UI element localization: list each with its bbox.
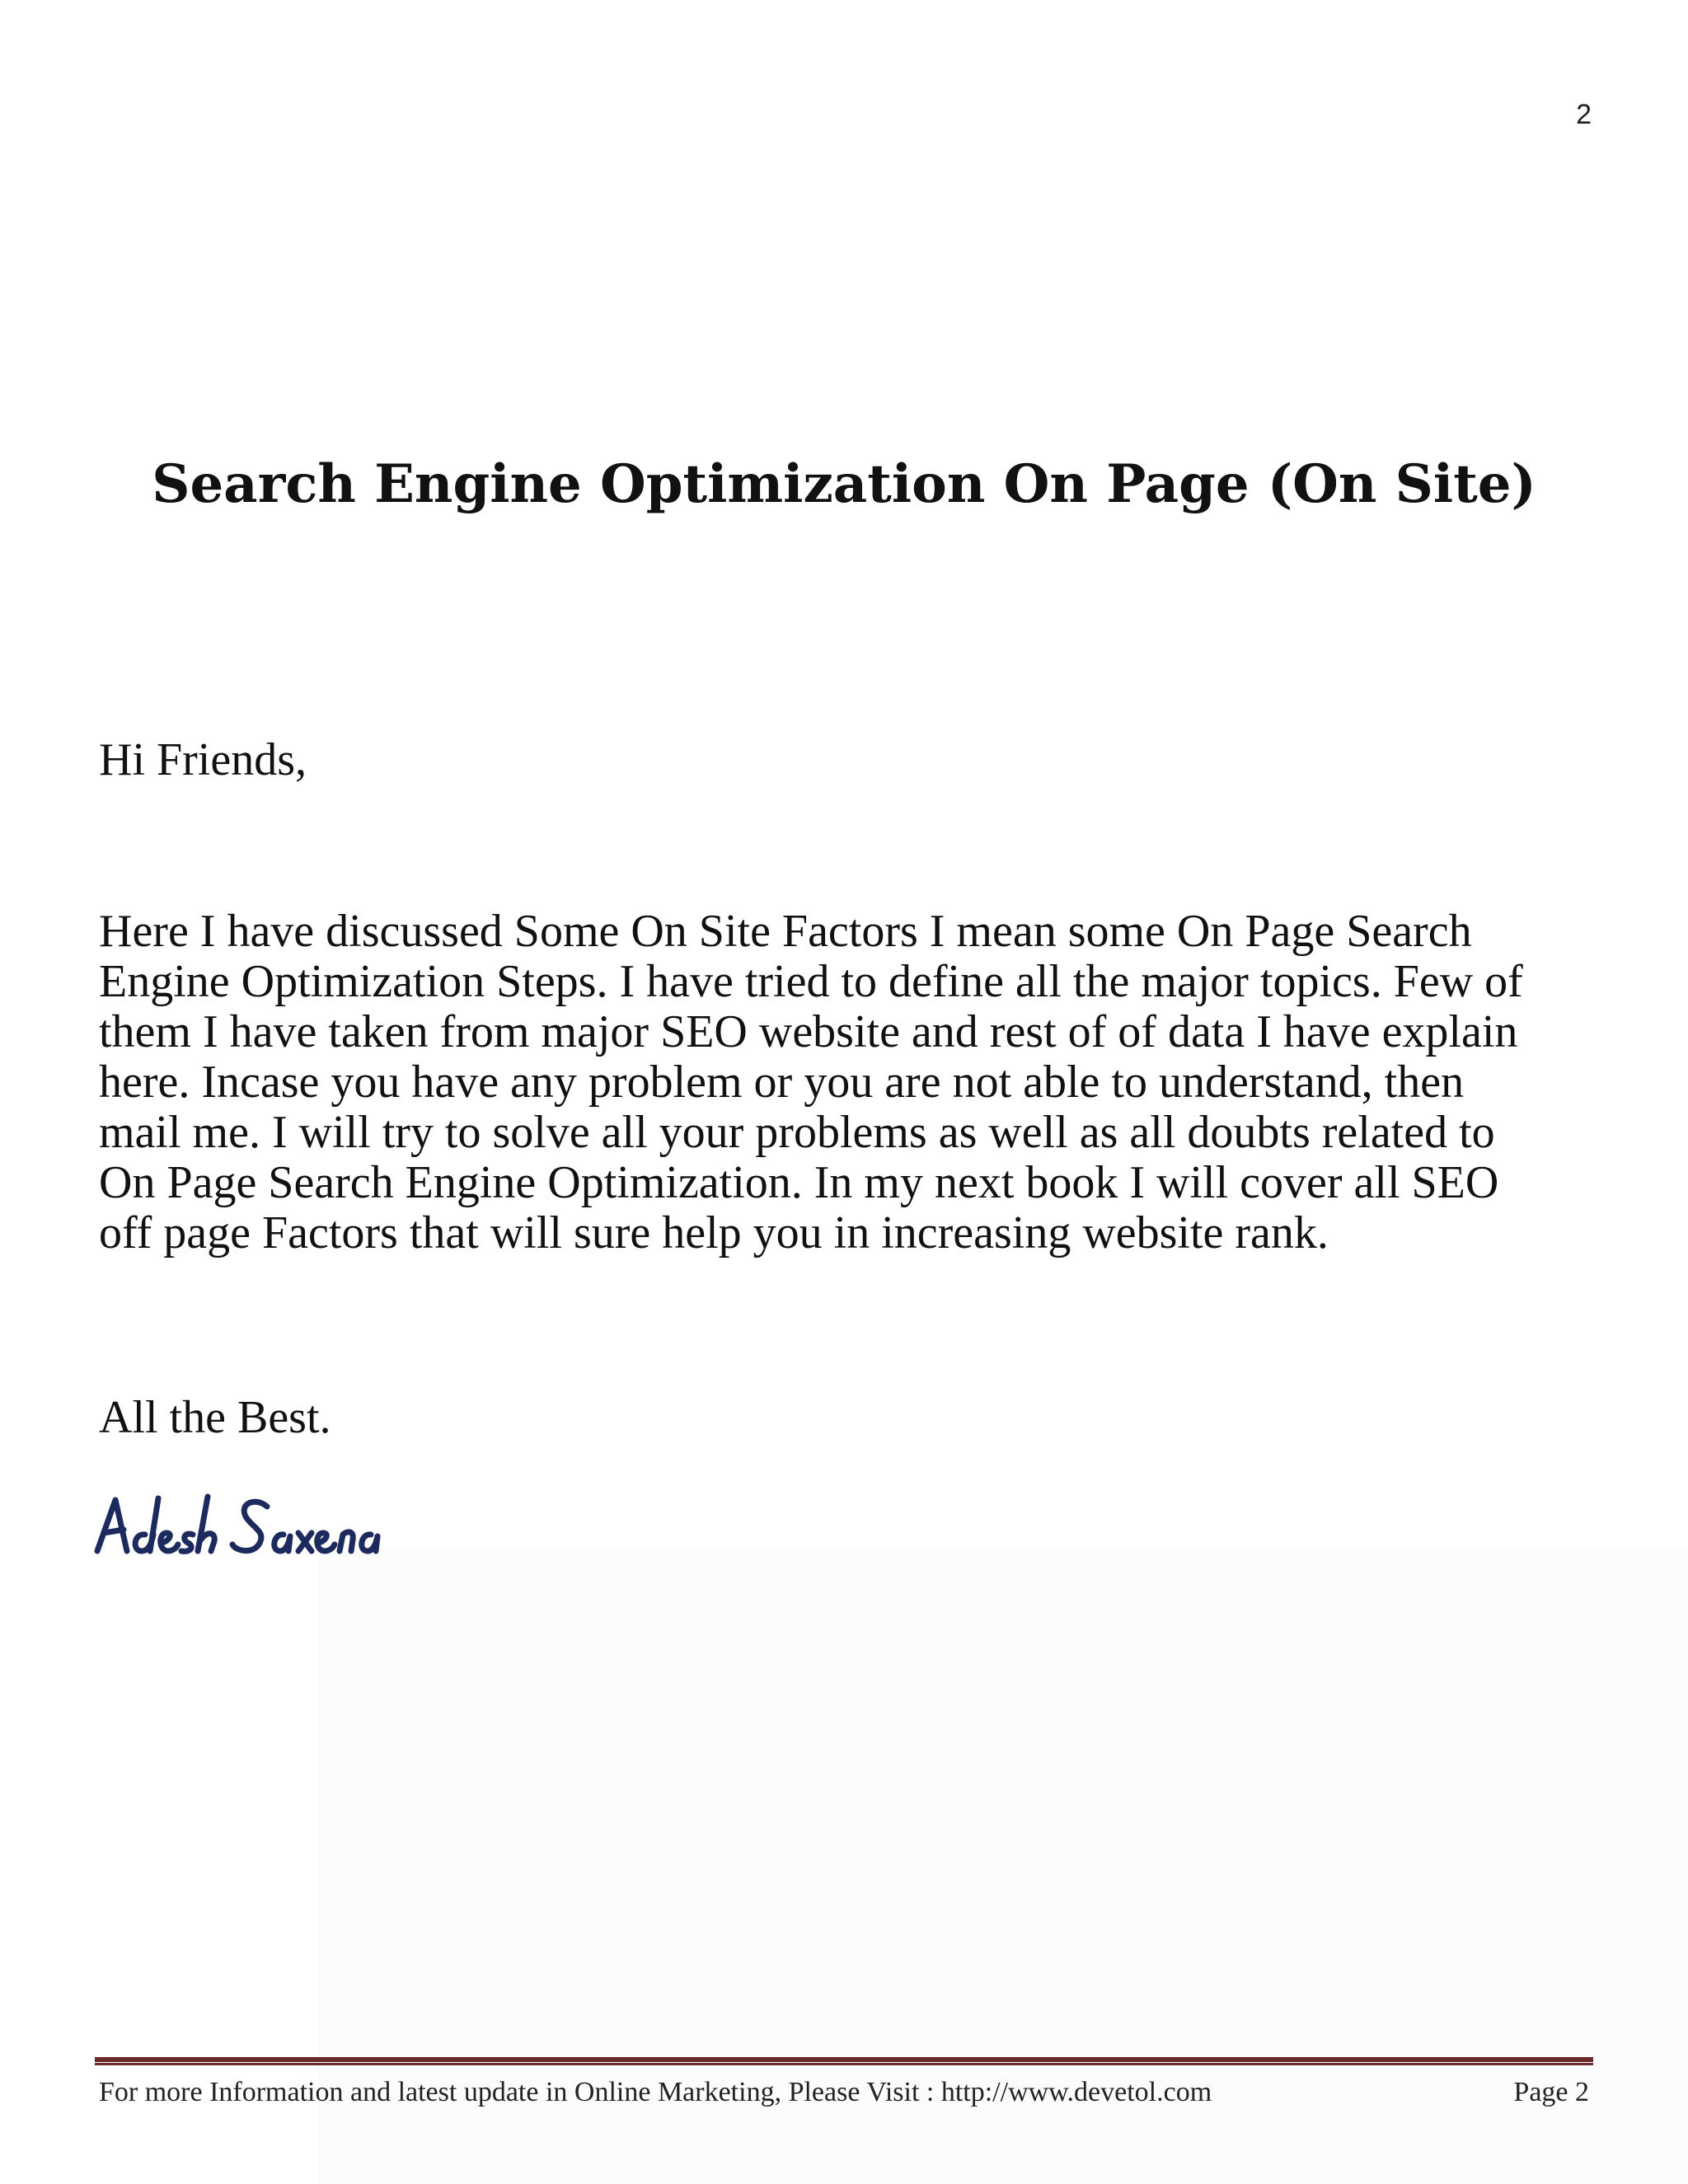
footer-divider xyxy=(95,2057,1593,2065)
handwritten-signature xyxy=(91,1475,387,1566)
header-page-number: 2 xyxy=(1576,99,1592,130)
closing-line: All the Best. xyxy=(99,1392,331,1443)
body-paragraph: Here I have discussed Some On Site Factors I mean some On Page Search Engine Optimization Steps. I have tried to define all the major topics. Few of them I have taken from major SEO website and rest of of data I have explain here. Incase you have any problem or you are not able to understand, then mail me. I will try to solve all your problems as well as all doubts related to On Page Search Engine Optimization. In my next book I will cover all SEO off page Factors that will sure help you in increasing website rank. xyxy=(99,906,1523,1258)
greeting: Hi Friends, xyxy=(99,734,307,785)
footer-page-label: Page 2 xyxy=(1513,2077,1589,2107)
footer-info-text: For more Information and latest update in Online Marketing, Please Visit : http://www.devetol.com xyxy=(99,2077,1212,2107)
page-title: Search Engine Optimization On Page (On Site) xyxy=(152,453,1536,515)
